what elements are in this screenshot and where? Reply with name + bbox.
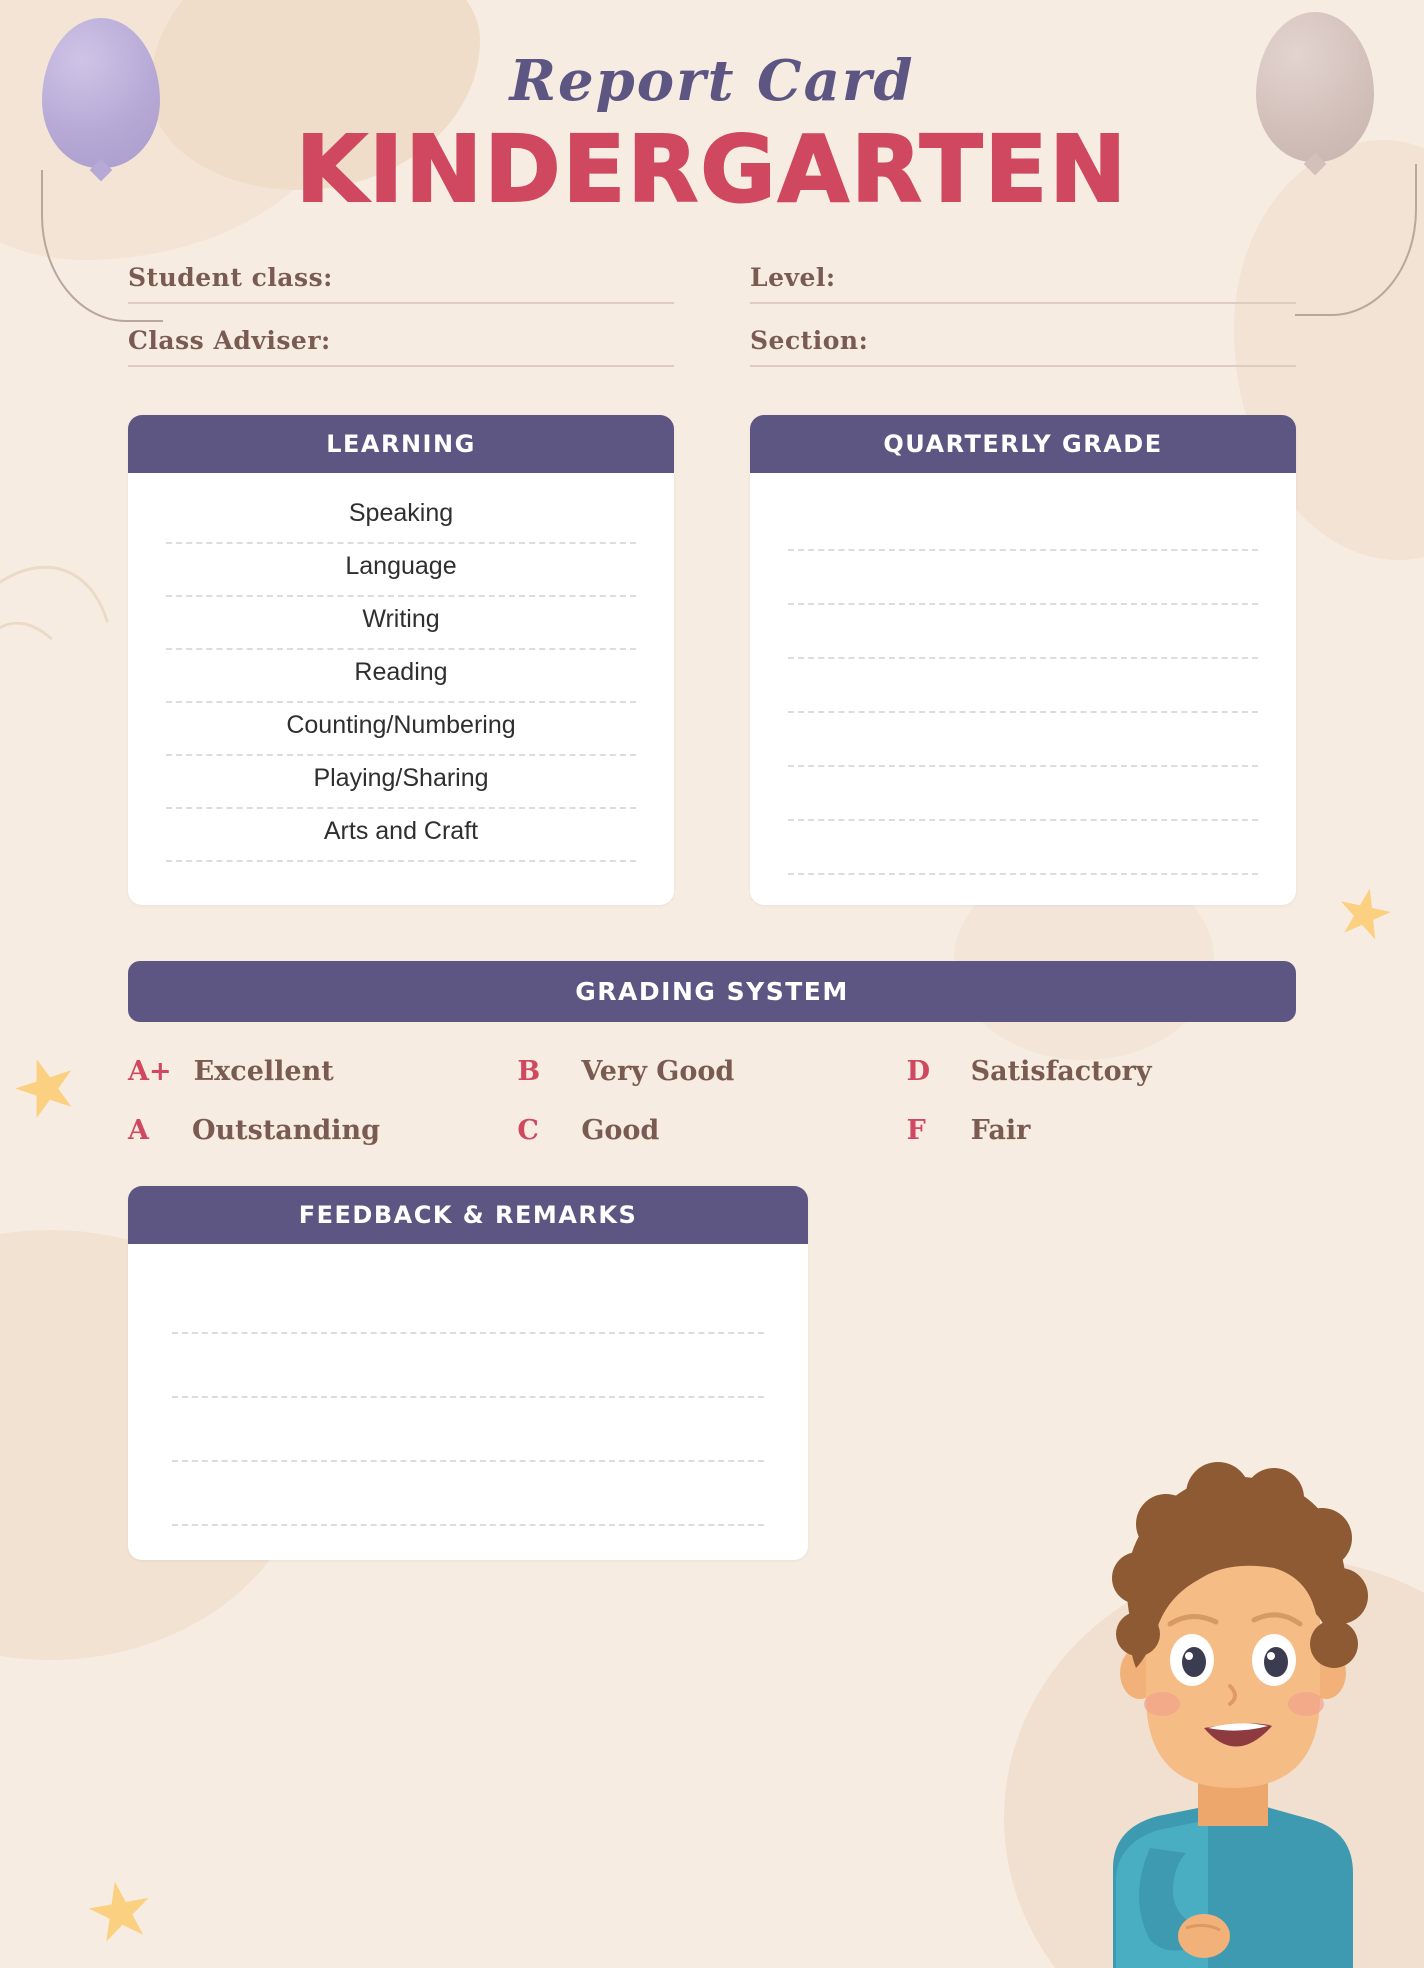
grade-word: Excellent xyxy=(193,1056,334,1087)
field-class-adviser[interactable] xyxy=(128,326,674,367)
quarterly-grade-panel-title: QUARTERLY GRADE xyxy=(750,415,1296,473)
grade-legend-item xyxy=(907,1056,1296,1087)
field-section[interactable] xyxy=(750,326,1296,367)
grade-letter: B xyxy=(517,1056,541,1087)
field-student-class[interactable] xyxy=(128,263,674,304)
grade-word: Very Good xyxy=(581,1056,735,1087)
grade-input-row[interactable] xyxy=(788,821,1258,875)
quarterly-grade-panel xyxy=(750,415,1296,905)
grade-legend-item xyxy=(517,1056,906,1087)
grade-letter: F xyxy=(906,1115,926,1146)
grading-system-section xyxy=(128,961,1296,1146)
feedback-input-line[interactable] xyxy=(172,1398,764,1462)
grade-panels xyxy=(128,415,1296,905)
grading-system-title: GRADING SYSTEM xyxy=(128,961,1296,1022)
feedback-panel xyxy=(128,1186,808,1560)
list-item: Playing/Sharing xyxy=(166,756,636,809)
star-icon: ★ xyxy=(1327,870,1402,956)
boy-illustration xyxy=(1058,1428,1388,1968)
star-icon: ★ xyxy=(77,1861,163,1961)
grade-letter: D xyxy=(906,1056,931,1087)
list-item: Arts and Craft xyxy=(166,809,636,862)
grade-input-row[interactable] xyxy=(788,713,1258,767)
grade-input-row[interactable] xyxy=(788,551,1258,605)
list-item: Language xyxy=(166,544,636,597)
feedback-panel-title: FEEDBACK & REMARKS xyxy=(128,1186,808,1244)
grade-letter: C xyxy=(517,1115,539,1146)
learning-panel-title: LEARNING xyxy=(128,415,674,473)
feedback-input-line[interactable] xyxy=(172,1334,764,1398)
grade-word: Satisfactory xyxy=(970,1056,1152,1087)
learning-panel xyxy=(128,415,674,905)
feedback-input-line[interactable] xyxy=(172,1462,764,1526)
list-item: Reading xyxy=(166,650,636,703)
list-item: Writing xyxy=(166,597,636,650)
student-info-fields xyxy=(128,263,1296,367)
page-header xyxy=(0,0,1424,223)
field-label: Student class: xyxy=(128,263,333,292)
field-level[interactable] xyxy=(750,263,1296,304)
learning-panel-body xyxy=(128,473,674,892)
list-item: Counting/Numbering xyxy=(166,703,636,756)
grade-input-row[interactable] xyxy=(788,767,1258,821)
star-icon: ★ xyxy=(0,1036,92,1139)
grade-legend-item xyxy=(907,1115,1296,1146)
grade-word: Outstanding xyxy=(192,1115,381,1146)
field-label: Class Adviser: xyxy=(128,326,331,355)
grade-input-row[interactable] xyxy=(788,659,1258,713)
grade-word: Fair xyxy=(970,1115,1031,1146)
grade-input-row[interactable] xyxy=(788,605,1258,659)
grade-letter: A xyxy=(128,1115,149,1146)
page-title: KINDERGARTEN xyxy=(295,116,1129,223)
list-item: Speaking xyxy=(166,491,636,544)
page-subtitle: Report Card xyxy=(509,48,915,114)
grade-letter: A+ xyxy=(128,1056,172,1087)
grading-system-list xyxy=(128,1056,1296,1146)
field-label: Section: xyxy=(750,326,869,355)
grade-legend-item xyxy=(128,1115,517,1146)
grade-word: Good xyxy=(581,1115,660,1146)
grade-input-row[interactable] xyxy=(788,491,1258,551)
field-label: Level: xyxy=(750,263,836,292)
feedback-panel-body xyxy=(128,1244,808,1560)
grade-legend-item xyxy=(517,1115,906,1146)
quarterly-grade-panel-body xyxy=(750,473,1296,905)
feedback-input-line[interactable] xyxy=(172,1270,764,1334)
grade-legend-item xyxy=(128,1056,517,1087)
